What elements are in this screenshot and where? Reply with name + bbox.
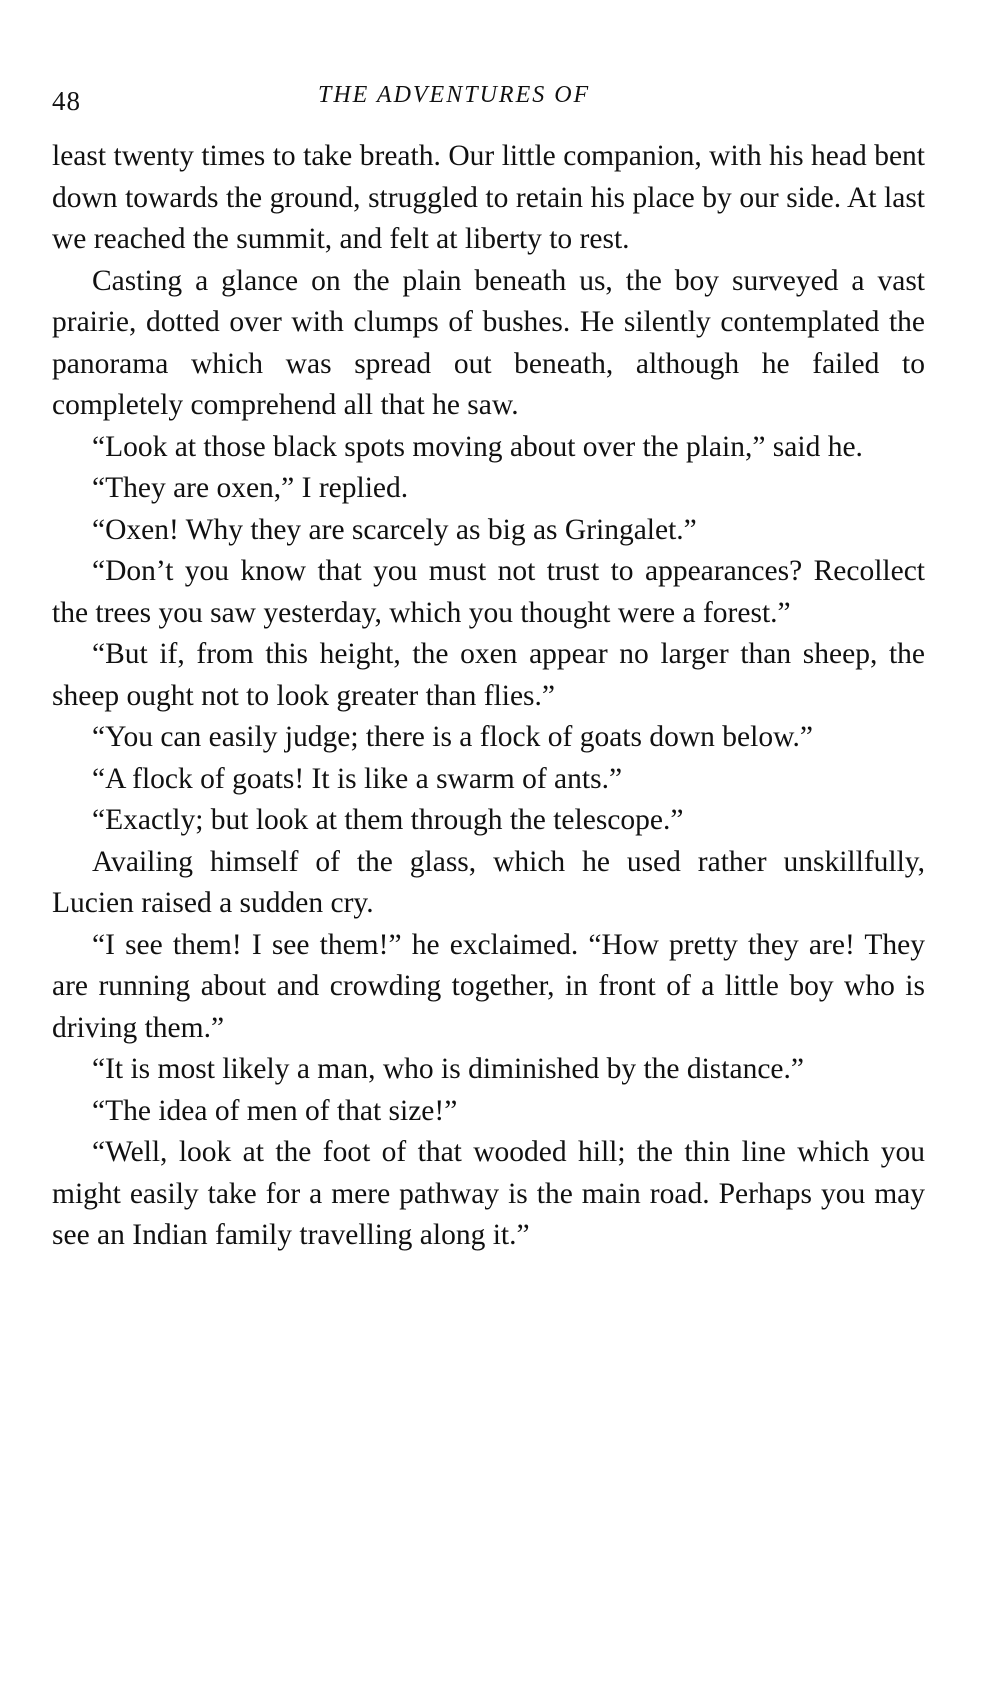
dialogue-paragraph: “Well, look at the foot of that wooded hill; the thin line which you might easily take for a mere pathway is the main road. Perhaps you may see an Indian family travelling along it.” [52, 1136, 925, 1251]
dialogue-paragraph: “Don’t you know that you must not trust to appearances? Recollect the trees you saw yesterday, which you thought were a forest.” [52, 555, 925, 629]
dialogue-paragraph: “The idea of men of that size!” [92, 1094, 458, 1127]
dialogue-paragraph: “But if, from this height, the oxen appear no larger than sheep, the sheep ought not to look greater than flies.” [52, 638, 925, 712]
paragraph-continuation: least twenty times to take breath. Our little companion, with his head bent down towards the ground, struggled to retain his place by our side. At last we reached the summit, and felt at liberty to rest. [52, 140, 925, 255]
dialogue-paragraph: “It is most likely a man, who is diminished by the distance.” [92, 1053, 804, 1085]
paragraph: Availing himself of the glass, which he used rather unskillfully, Lucien raised a sudden cry. [52, 845, 925, 919]
page-number: 48 [52, 86, 81, 116]
paragraph: Casting a glance on the plain beneath us, the boy surveyed a vast prairie, dotted over with clumps of bushes. He silently contemplated the panorama which was spread out beneath, although he failed to completely comprehend all that he saw. [52, 264, 925, 421]
running-head: THE ADVENTURES OF [318, 82, 591, 108]
body-text [52, 136, 925, 1257]
dialogue-paragraph: “They are oxen,” I replied. [92, 472, 409, 504]
dialogue-paragraph: “Look at those black spots moving about over the plain,” said he. [92, 430, 863, 463]
dialogue-paragraph: “A flock of goats! It is like a swarm of ants.” [92, 762, 623, 795]
dialogue-paragraph: “Exactly; but look at them through the telescope.” [92, 804, 684, 836]
dialogue-paragraph: “Oxen! Why they are scarcely as big as Gringalet.” [92, 513, 697, 546]
dialogue-paragraph: “I see them! I see them!” he exclaimed. “How pretty they are! They are running about and crowding together, in front of a little boy who is driving them.” [52, 928, 925, 1044]
dialogue-paragraph: “You can easily judge; there is a flock of goats down below.” [92, 721, 813, 753]
page-header [0, 82, 991, 122]
